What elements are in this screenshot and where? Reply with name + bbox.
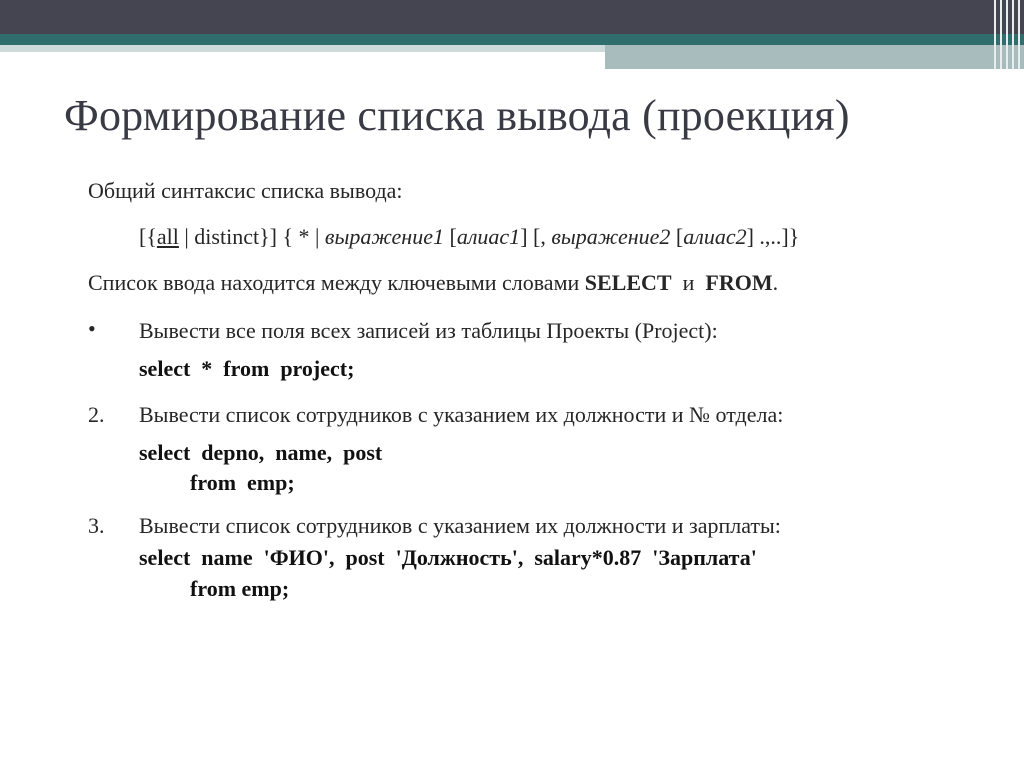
syntax-gap3: [ bbox=[670, 224, 684, 249]
syntax-line bbox=[139, 224, 799, 250]
item-2-text: Вывести список сотрудников с указанием их должности и № отдела: bbox=[139, 402, 784, 427]
item-3-text: Вывести список сотрудников с указанием их должности и зарплаты: bbox=[139, 513, 781, 538]
syntax-alias1: алиас1 bbox=[456, 224, 521, 249]
item-3-marker: 3. bbox=[88, 513, 105, 538]
header-bar-light bbox=[0, 45, 605, 52]
slide-title: Формирование списка вывода (проекция) bbox=[64, 91, 850, 140]
syntax-gap1: [ bbox=[444, 224, 457, 249]
input-list-prefix: Список ввода находится между ключевыми словами bbox=[88, 270, 585, 295]
header-bar-teal bbox=[0, 34, 1024, 45]
syntax-gap2: ] [, bbox=[520, 224, 552, 249]
syntax-open: [{ bbox=[139, 224, 157, 249]
header-bar-light-right bbox=[605, 45, 1024, 69]
item-1-code-line-1: select * from project; bbox=[139, 356, 355, 381]
syntax-close: ] .,..]} bbox=[746, 224, 800, 249]
item-2-code-line-1: select depno, name, post bbox=[139, 440, 383, 465]
header-bar-dark bbox=[0, 0, 1024, 34]
syntax-heading: Общий синтаксис списка вывода: bbox=[88, 178, 403, 203]
item-1-text: Вывести все поля всех записей из таблицы Проекты (Project): bbox=[139, 318, 718, 343]
item-2-code-line-2: from emp; bbox=[190, 470, 295, 495]
item-3-code-line-2: from emp; bbox=[190, 576, 290, 601]
syntax-middle: | distinct}] { * | bbox=[178, 224, 325, 249]
input-list-suffix: . bbox=[772, 270, 779, 295]
input-list-line bbox=[88, 270, 778, 296]
keyword-select: SELECT bbox=[584, 270, 672, 295]
item-2-marker: 2. bbox=[88, 402, 105, 427]
input-list-and: и bbox=[671, 270, 706, 295]
syntax-alias2: алиас2 bbox=[683, 224, 747, 249]
syntax-all: all bbox=[156, 224, 179, 249]
keyword-from: FROM bbox=[705, 270, 773, 295]
syntax-expr2: выражение2 bbox=[551, 224, 671, 249]
item-1-marker: • bbox=[88, 316, 96, 341]
header-stripes bbox=[990, 0, 1024, 69]
item-3-code-line-1: select name 'ФИО', post 'Должность', salary*0.87 'Зарплата' bbox=[139, 545, 757, 570]
syntax-expr1: выражение1 bbox=[324, 224, 444, 249]
